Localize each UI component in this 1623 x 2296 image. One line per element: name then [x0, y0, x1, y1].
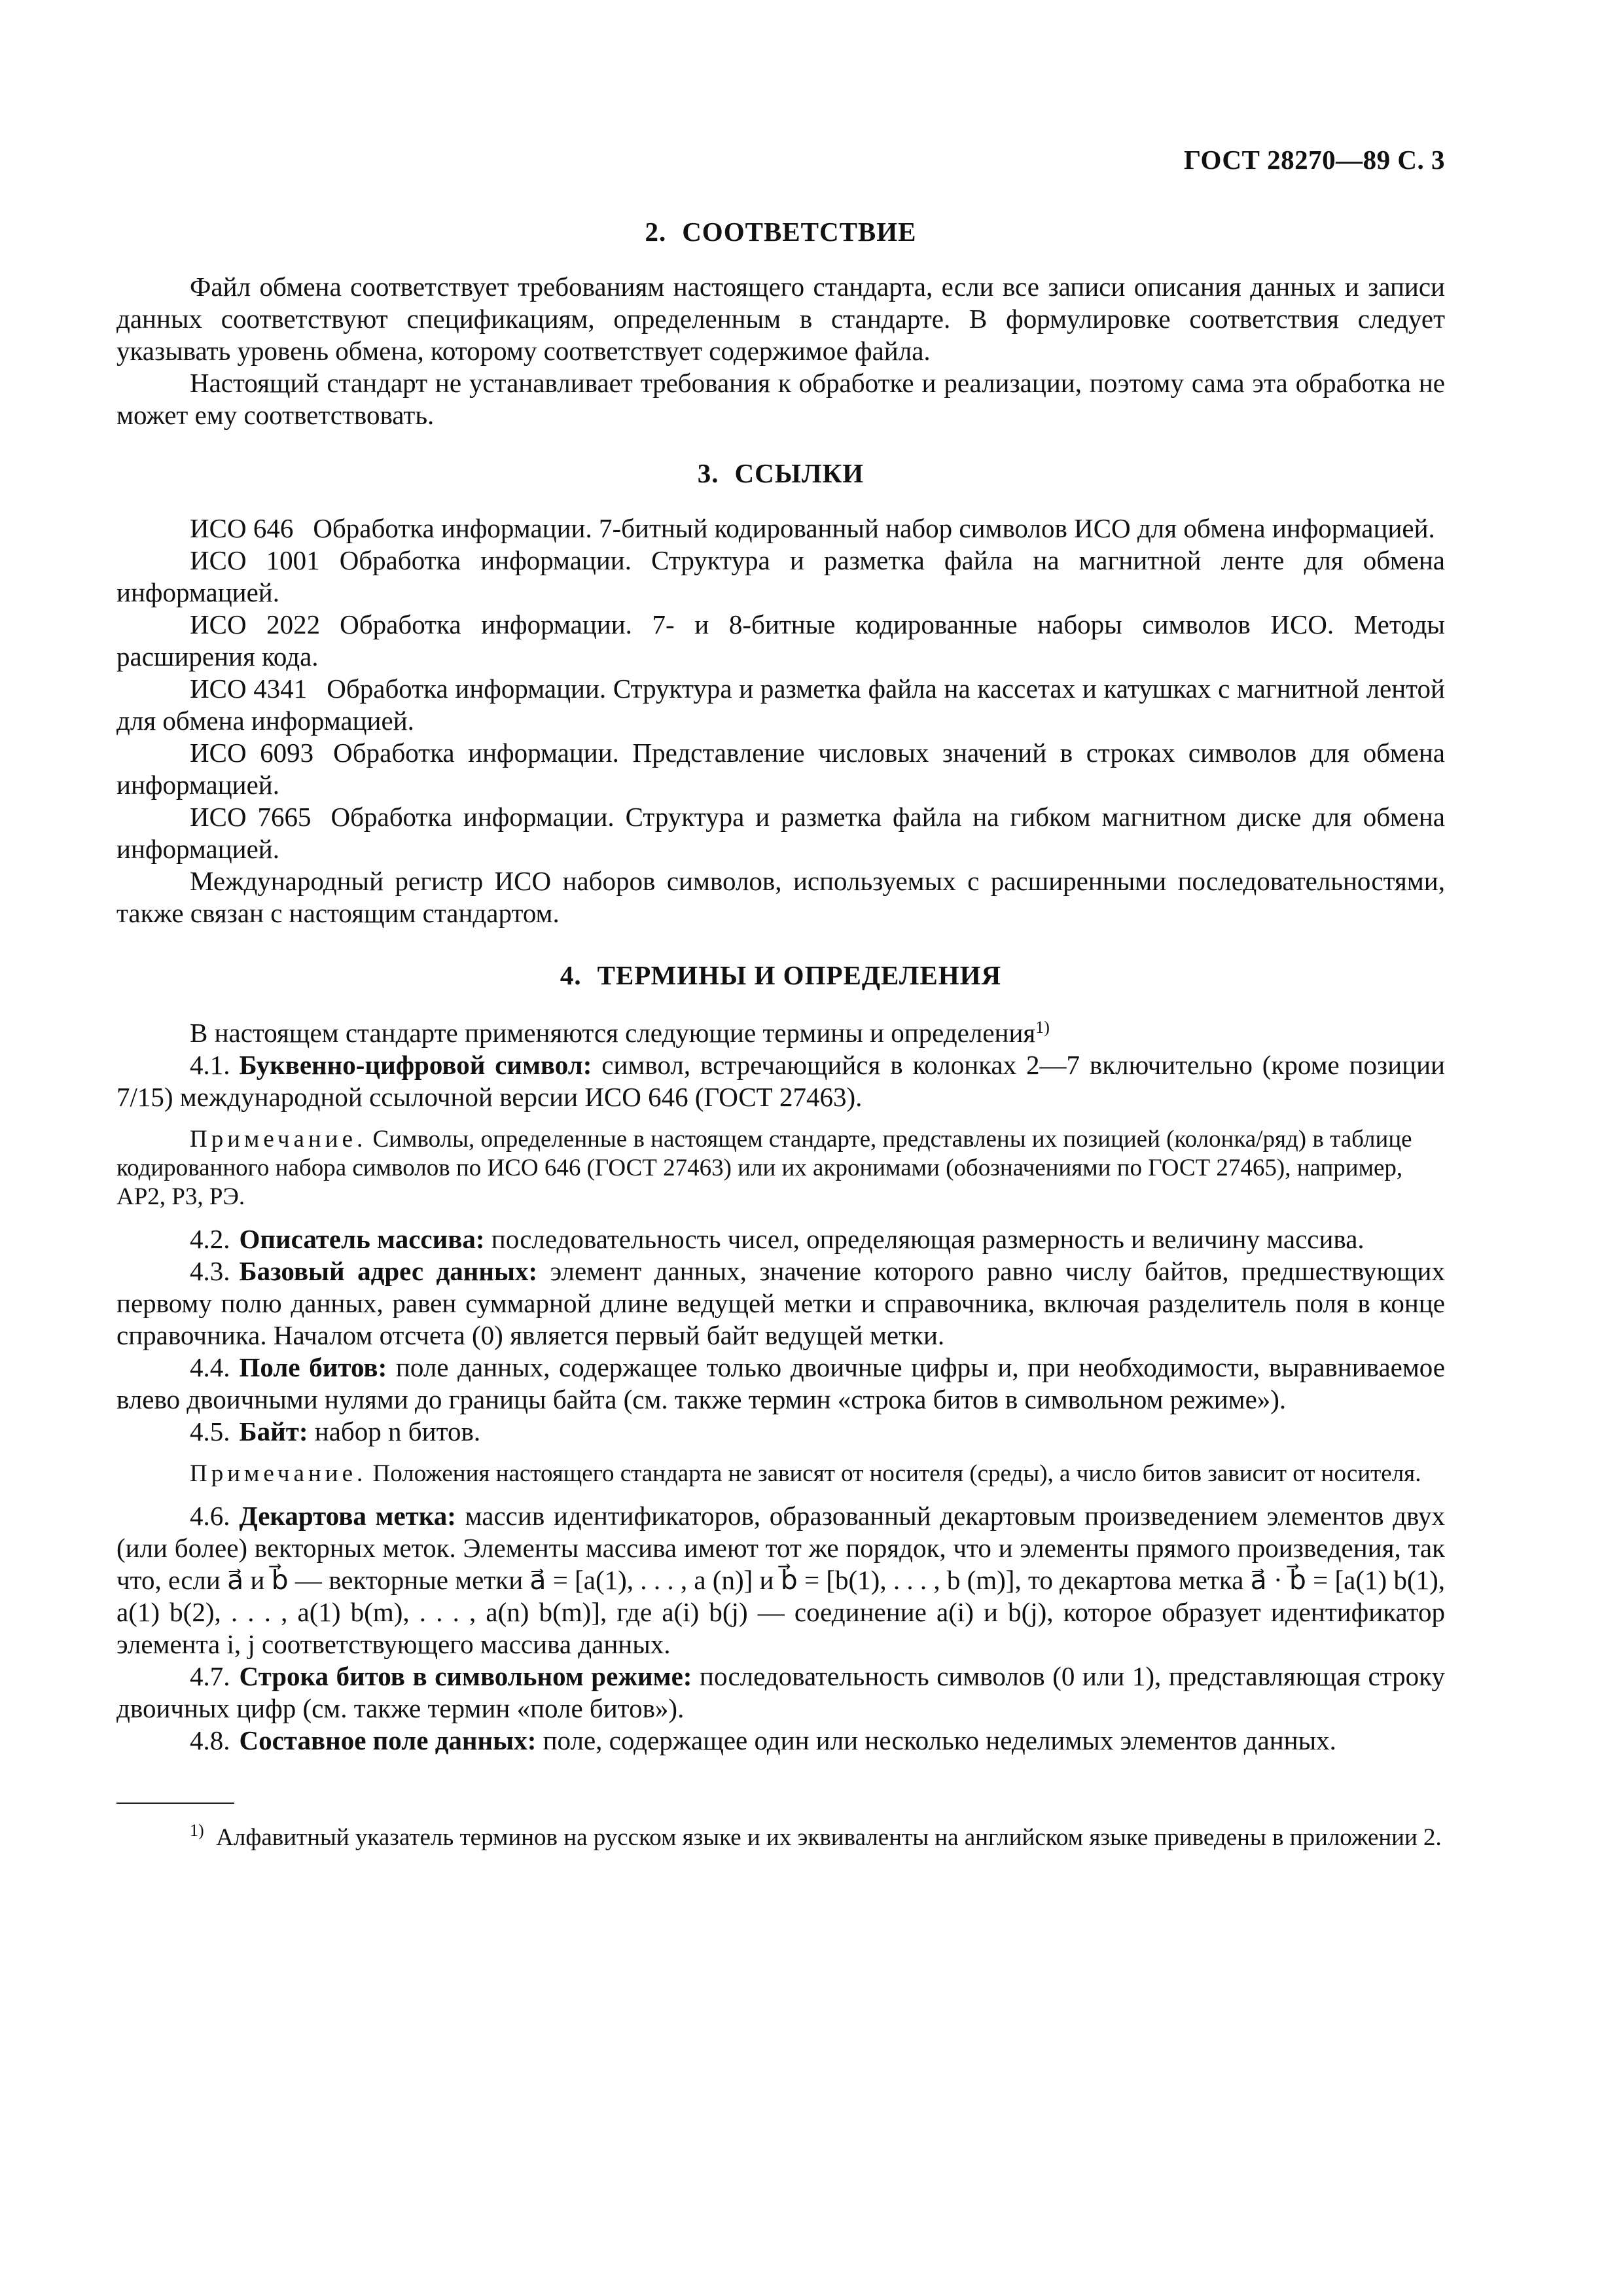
footnote-marker: 1) — [190, 1821, 204, 1840]
reference-text: Обработка информации. Структура и разметка файла на магнитной ленте для обмена информацией. — [116, 545, 1445, 607]
section-number: 4. — [560, 960, 582, 990]
reference-item — [116, 609, 1445, 673]
paragraph: Настоящий стандарт не устанавливает требования к обработке и реализации, поэтому сама эта обработка не может ему соответствовать. — [116, 368, 1445, 430]
term-definition: элемент данных, значение которого равно числу байтов, предшествующих первому полю данных, равен суммарной длине ведущей метки и справочника, включая разделитель поля в конце справочника. Началом отсчета (0) является первый байт ведущей метки. — [116, 1256, 1446, 1350]
document-page — [116, 144, 1445, 1852]
terms-intro — [116, 1017, 1445, 1049]
footnote-divider — [116, 1803, 234, 1804]
term-definition: символ, встречающийся в колонках 2—7 включительно (кроме позиции 7/15) международной ссылочной версии ИСО 646 (ГОСТ 27463). — [116, 1050, 1446, 1112]
paragraph: Файл обмена соответствует требованиям настоящего стандарта, если все записи описания данных и записи данных соответствуют спецификациям, определенным в стандарте. В формулировке соответствия следует указывать уровень обмена, которому соответствует содержимое файла. — [116, 272, 1445, 366]
term-item — [116, 1416, 1445, 1448]
reference-code: ИСО 1001 — [190, 545, 320, 575]
term-name: Описатель массива: — [239, 1224, 485, 1254]
running-head: ГОСТ 28270—89 С. 3 — [1183, 145, 1445, 175]
term-definition: последовательность чисел, определяющая размерность и величину массива. — [491, 1224, 1364, 1254]
section-title: ССЫЛКИ — [734, 458, 865, 488]
reference-text: Обработка информации. Представление числовых значений в строках символов для обмена информацией. — [116, 738, 1445, 800]
term-item — [116, 1500, 1445, 1660]
term-item — [116, 1049, 1445, 1113]
term-item — [116, 1660, 1445, 1725]
reference-code: ИСО 7665 — [190, 802, 312, 832]
reference-text: Обработка информации. 7-битный кодированный набор символов ИСО для обмена информацией. — [313, 513, 1435, 543]
term-name: Декартова метка: — [239, 1501, 456, 1531]
terms-list — [116, 1017, 1445, 1757]
term-name: Базовый адрес данных: — [239, 1256, 538, 1286]
section-2-body — [116, 271, 1445, 431]
section-number: 2. — [645, 217, 667, 247]
reference-code: ИСО 2022 — [190, 609, 321, 639]
reference-item — [116, 512, 1445, 545]
term-name: Строка битов в символьном режиме: — [239, 1661, 692, 1691]
term-definition: поле, содержащее один или несколько неделимых элементов данных. — [543, 1725, 1336, 1755]
reference-item — [116, 737, 1445, 801]
term-name: Буквенно-цифровой символ: — [239, 1050, 592, 1080]
term-name: Поле битов: — [239, 1352, 387, 1382]
term-number: 4.6. — [190, 1501, 230, 1531]
reference-code: ИСО 646 — [190, 513, 294, 543]
reference-item — [116, 801, 1445, 865]
note-label: Примечание. — [190, 1460, 367, 1487]
term-item — [116, 1352, 1445, 1416]
footnote-ref: 1) — [1035, 1018, 1050, 1037]
term-definition: последовательность символов (0 или 1), представляющая строку двоичных цифр (см. также термин «поле битов»). — [116, 1661, 1446, 1723]
section-title: СООТВЕТСТВИЕ — [682, 217, 917, 247]
term-definition: поле данных, содержащее только двоичные цифры и, при необходимости, выравниваемое влево двоичными нулями до границы байта (см. также термин «строка битов в символьном режиме»). — [116, 1352, 1445, 1414]
section-3-heading — [116, 457, 1445, 489]
note-label: Примечание. — [190, 1126, 367, 1153]
references-list — [116, 512, 1445, 929]
note-text: Положения настоящего стандарта не зависят от носителя (среды), а число битов зависит от носителя. — [372, 1460, 1421, 1487]
term-number: 4.8. — [190, 1725, 230, 1755]
term-item — [116, 1223, 1445, 1255]
term-name: Составное поле данных: — [239, 1725, 537, 1755]
term-number: 4.5. — [190, 1416, 230, 1446]
term-number: 4.3. — [190, 1256, 230, 1286]
reference-code: ИСО 6093 — [190, 738, 314, 768]
term-number: 4.1. — [190, 1050, 230, 1080]
term-definition: массив идентификаторов, образованный декартовым произведением элементов двух (или более) векторных меток. Элементы массива имеют тот же порядок, что и элементы прямого произведения, так что, если a⃗ и b⃗ — векторные метки a⃗ = [a(1), . . . , a (n)] и b⃗ = [b(1), . . . , b (m)], то декартова метка a⃗ · b⃗ = [a(1) b(1), a(1) b(2), . . . , a(1) b(m), . . . , a(n) b(m)], где a(i) b(j) — соединение a(i) и b(j), которое образует идентификатор элемента i, j соответствующего массива данных. — [116, 1501, 1446, 1659]
section-title: ТЕРМИНЫ И ОПРЕДЕЛЕНИЯ — [597, 960, 1002, 990]
term-name: Байт: — [239, 1416, 308, 1446]
reference-text: Обработка информации. Структура и разметка файла на гибком магнитном диске для обмена информацией. — [116, 802, 1445, 864]
term-item — [116, 1255, 1445, 1352]
footnote — [116, 1823, 1445, 1852]
reference-item — [116, 545, 1445, 609]
note — [116, 1125, 1445, 1211]
references-closing: Международный регистр ИСО наборов символов, используемых с расширенными последовательностями, также связан с настоящим стандартом. — [116, 866, 1445, 928]
section-number: 3. — [697, 458, 719, 488]
term-item — [116, 1725, 1445, 1757]
intro-text: В настоящем стандарте применяются следующие термины и определения — [190, 1018, 1036, 1048]
term-definition: набор n битов. — [314, 1416, 481, 1446]
term-number: 4.2. — [190, 1224, 230, 1254]
footnote-text: Алфавитный указатель терминов на русском языке и их эквиваленты на английском языке приведены в приложении 2. — [216, 1824, 1442, 1851]
reference-item — [116, 673, 1445, 737]
note-text: Символы, определенные в настоящем стандарте, представлены их позицией (колонка/ряд) в таблице кодированного набора символов по ИСО 646 (ГОСТ 27463) или их акронимами (обозначениями по ГОСТ 27465), например, AP2, P3, PЭ. — [116, 1126, 1412, 1210]
section-4-heading — [116, 960, 1445, 991]
reference-text: Обработка информации. 7- и 8-битные кодированные наборы символов ИСО. Методы расширения кода. — [116, 609, 1445, 672]
term-number: 4.7. — [190, 1661, 230, 1691]
section-2-heading — [116, 216, 1445, 247]
reference-code: ИСО 4341 — [190, 673, 308, 704]
term-number: 4.4. — [190, 1352, 230, 1382]
reference-text: Обработка информации. Структура и разметка файла на кассетах и катушках с магнитной лентой для обмена информацией. — [116, 673, 1445, 736]
note — [116, 1460, 1445, 1488]
